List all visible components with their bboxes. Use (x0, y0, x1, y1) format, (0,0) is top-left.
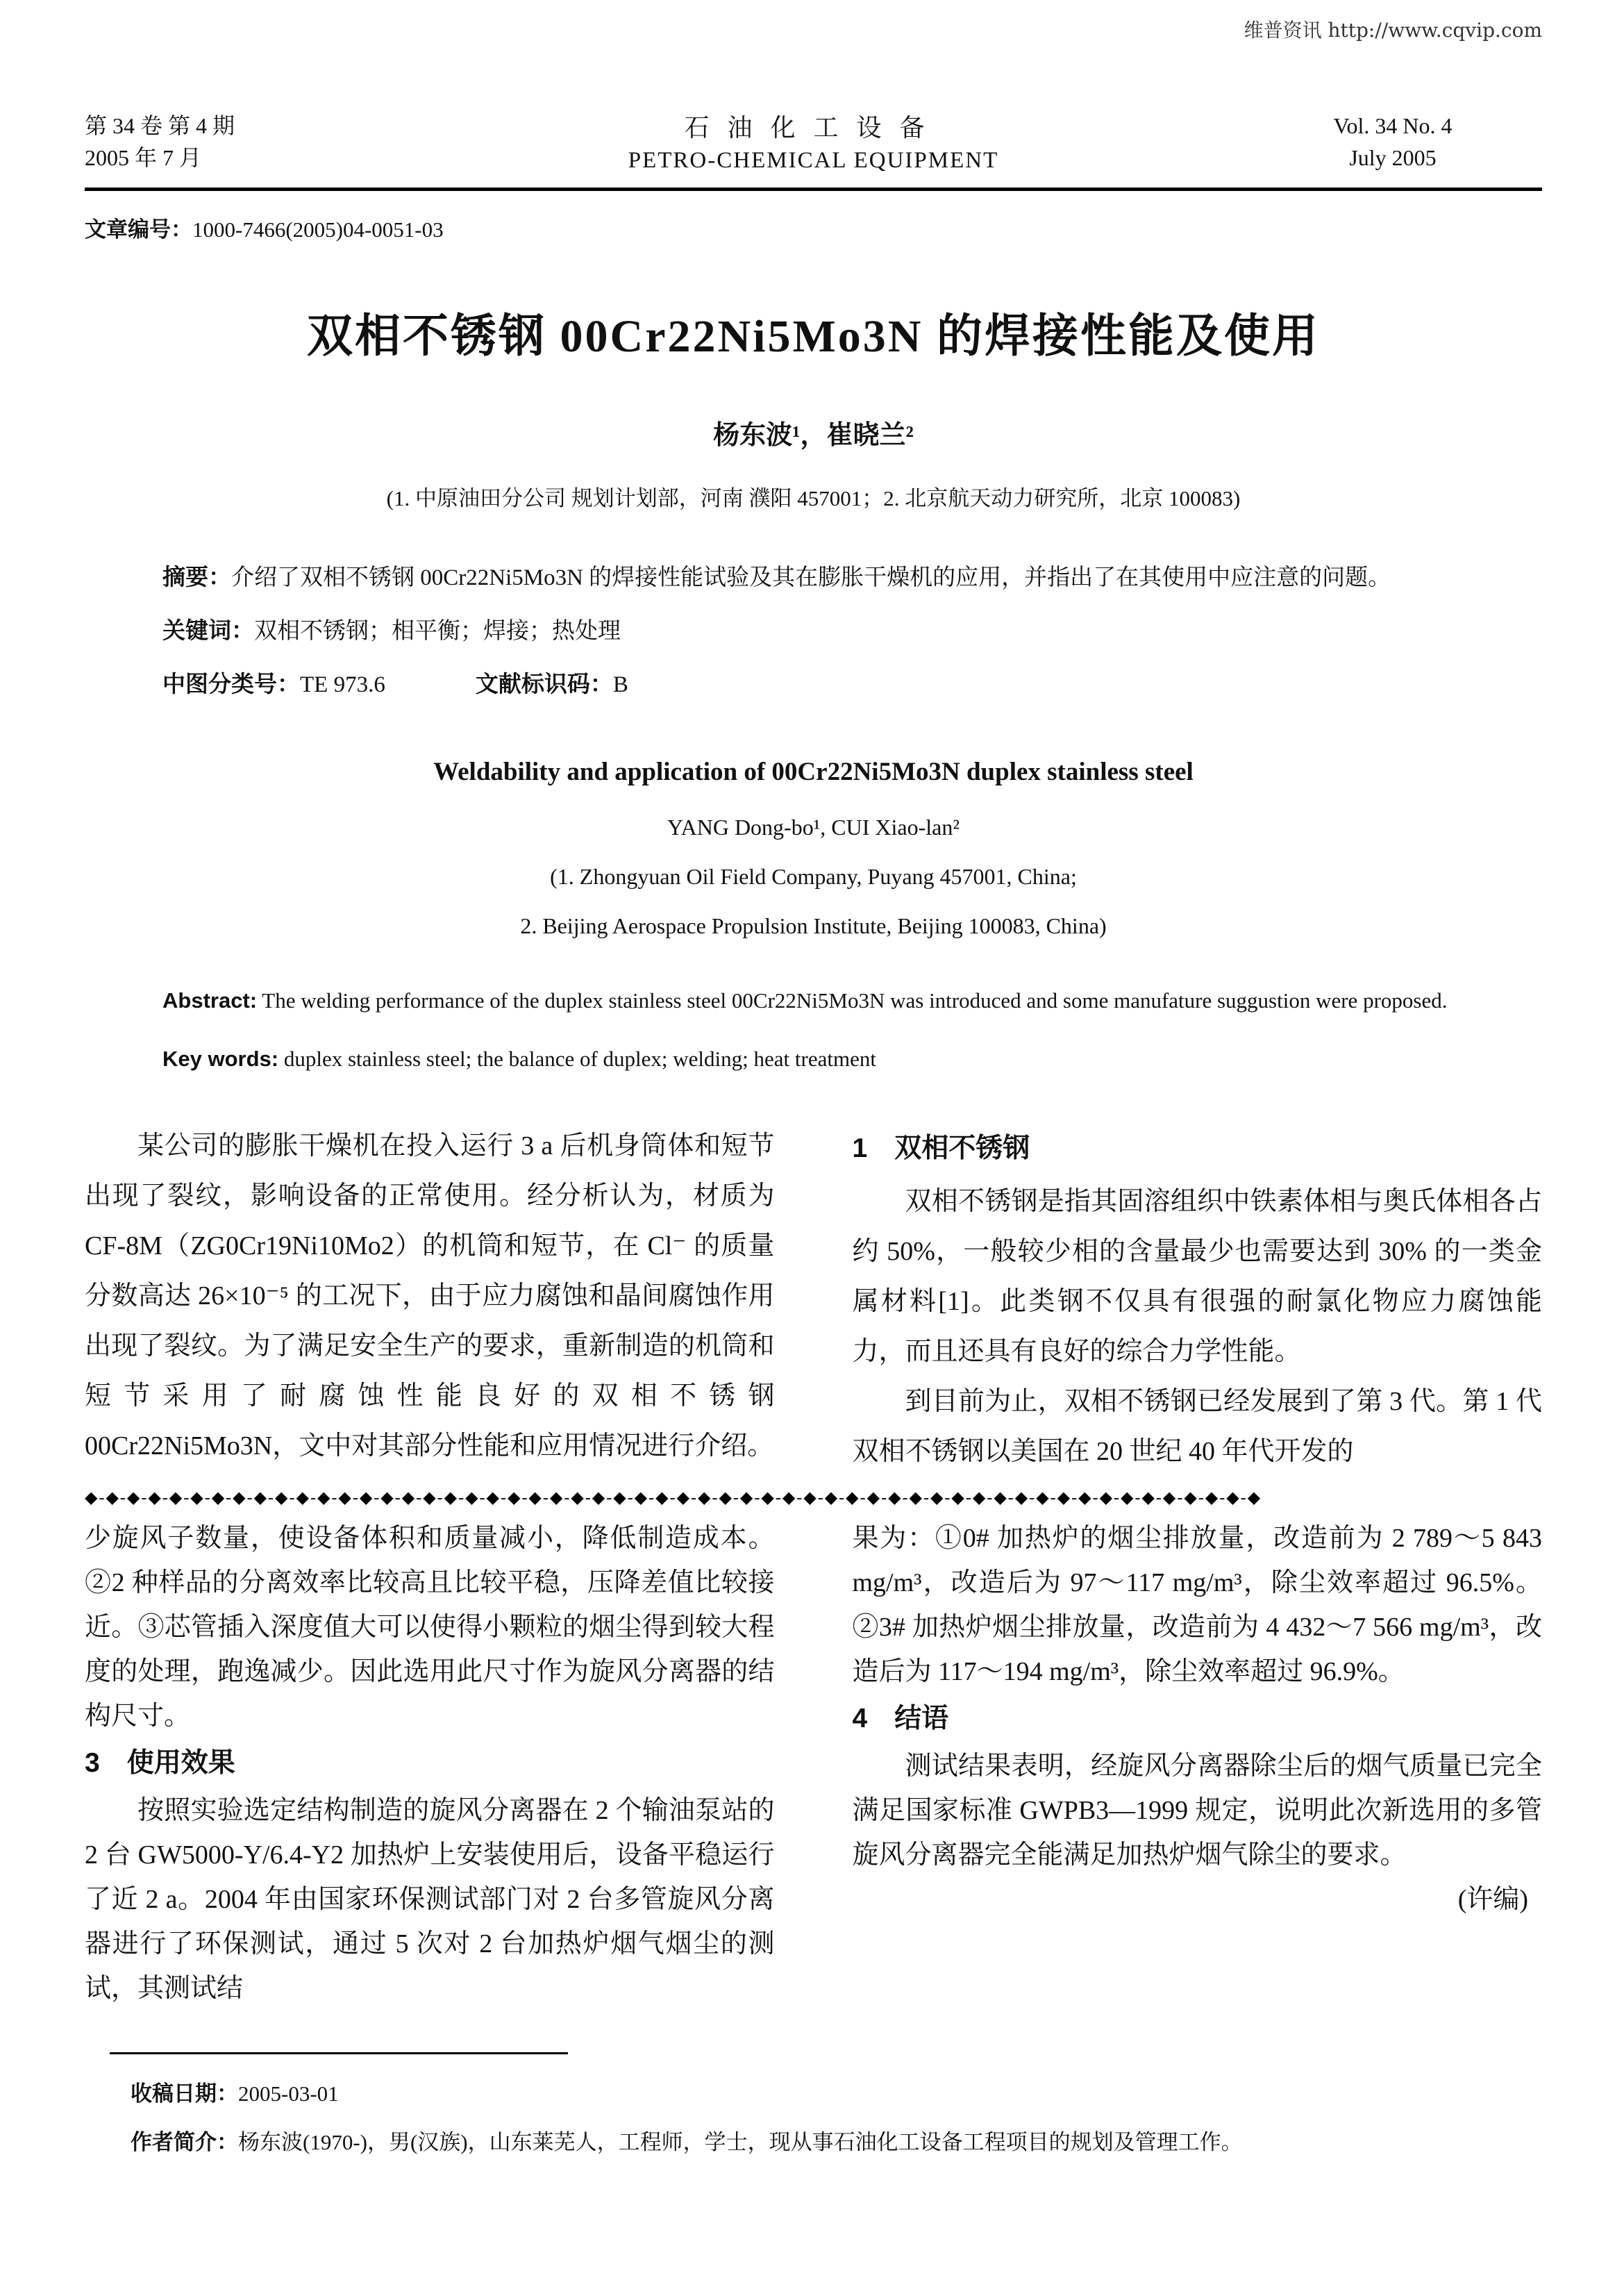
conclusion-paragraph: 测试结果表明，经旋风分离器除尘后的烟气质量已完全满足国家标准 GWPB3—1999 规定，说明此次新选用的多管旋风分离器完全能满足加热炉烟气除尘的要求。 (852, 1752, 1542, 1870)
author-bio-label: 作者简介： (131, 2130, 238, 2154)
author-bio-line (131, 2118, 1542, 2167)
article-id-value: 1000-7466(2005)04-0051-03 (192, 217, 444, 242)
header-divider-rule (85, 188, 1542, 191)
clc-label: 中图分类号： (162, 671, 300, 697)
authors-cn: 杨东波¹，崔晓兰² (713, 421, 914, 450)
abstract-cn-line (162, 551, 1464, 604)
journal-header (85, 108, 1542, 174)
clc-line (162, 658, 1464, 711)
keywords-cn-line (162, 604, 1464, 658)
abstract-en-line (162, 975, 1464, 1026)
article-id-line (85, 212, 1542, 243)
editor-note: (许编) (1457, 1885, 1528, 1914)
doc-code-value: B (612, 672, 628, 697)
left-column-bottom (85, 1516, 775, 2011)
affiliation-en-line2: 2. Beijing Aerospace Propulsion Institute, Beijing 100083, China) (520, 913, 1107, 938)
body-columns-top (85, 1121, 1542, 1476)
left-column-top (85, 1121, 775, 1476)
author-bio-text: 杨东波(1970-)，男(汉族)，山东莱芜人，工程师，学士，现从事石油化工设备工程项目的规划及管理工作。 (238, 2130, 1243, 2154)
intro-paragraph: 某公司的膨胀干燥机在投入运行 3 a 后机身筒体和短节出现了裂纹，影响设备的正常使用。经分析认为，材质为 CF-8M（ZG0Cr19Ni10Mo2）的机筒和短节，在 Cl⁻ 的质量分数高达 26×10⁻⁵ 的工况下，由于应力腐蚀和晶间腐蚀作用出现了裂纹。为了满足安全生产的要求，重新制造的机筒和短节采用了耐腐蚀性能良好的双相不锈钢 00Cr22Ni5Mo3N，文中对其部分性能和应用情况进行介绍。 (85, 1131, 775, 1461)
affiliation-cn: (1. 中原油田分公司 规划计划部，河南 濮阳 457001；2. 北京航天动力研究所，北京 100083) (386, 486, 1241, 510)
footnote-rule (110, 2052, 568, 2054)
body-columns-bottom (85, 1516, 1542, 2011)
section-1-paragraph-1: 双相不锈钢是指其固溶组织中铁素体相与奥氏体相各占约 50%，一般较少相的含量最少也需要达到 30% 的一类金属材料[1]。此类钢不仅具有很强的耐氯化物应力腐蚀能力，而且还具有良好的综合力学性能。 (852, 1187, 1542, 1366)
footnote-block (85, 2052, 1542, 2167)
journal-title-block (383, 108, 1244, 174)
keywords-en-line (162, 1033, 1464, 1085)
abstract-block-en (85, 975, 1542, 1085)
date-line-cn: 2005 年 7 月 (85, 145, 202, 170)
doc-code-label: 文献标识码： (475, 671, 613, 697)
journal-name-cn: 石油化工设备 (684, 114, 943, 142)
abstract-block-cn (85, 551, 1542, 711)
diamond-divider: ◆-◆-◆-◆-◆-◆-◆-◆-◆-◆-◆-◆-◆-◆-◆-◆-◆-◆-◆-◆-◆-◆-◆-◆-◆-◆-◆-◆-◆-◆-◆-◆-◆-◆-◆-◆-◆-◆-◆-◆-◆-◆-◆-◆-◆-◆-◆-◆-◆-◆-◆-◆-◆-◆-◆-◆ (85, 1489, 1262, 1507)
date-line-en: July 2005 (1349, 145, 1437, 170)
volume-line-en: Vol. 34 No. 4 (1333, 113, 1453, 138)
continuation-paragraph: 少旋风子数量，使设备体积和质量减小，降低制造成本。②2 种样品的分离效率比较高且比较平稳，压降差值比较接近。③芯管插入深度值大可以使得小颗粒的烟尘得到较大程度的处理，跑逸减少。因此选用此尺寸作为旋风分离器的结构尺寸。 (85, 1524, 775, 1731)
abstract-text-en: The welding performance of the duplex stainless steel 00Cr22Ni5Mo3N was introduced and some manufature suggustion were proposed. (262, 988, 1448, 1013)
results-paragraph: 果为：①0# 加热炉的烟尘排放量，改造前为 2 789～5 843 mg/m³，改造后为 97～117 mg/m³，除尘效率超过 96.5%。②3# 加热炉烟尘排放量，改造前为 4 432～7 566 mg/m³，改造后为 117～194 mg/m³，除尘效率超过 96.9%。 (852, 1524, 1542, 1686)
received-date-label: 收稿日期： (131, 2081, 238, 2106)
keywords-label-cn: 关键词： (162, 617, 254, 643)
journal-name-en: PETRO-CHEMICAL EQUIPMENT (628, 148, 999, 173)
keywords-label-en: Key words: (162, 1047, 279, 1071)
abstract-text-cn: 介绍了双相不锈钢 00Cr22Ni5Mo3N 的焊接性能试验及其在膨胀干燥机的应用，并指出了在其使用中应注意的问题。 (231, 565, 1391, 590)
title-en: Weldability and application of 00Cr22Ni5Mo3N duplex stainless steel (433, 758, 1194, 786)
section-heading-1: 1 双相不锈钢 (852, 1133, 1030, 1163)
volume-issue-cn (85, 110, 383, 174)
affiliation-en-line1: (1. Zhongyuan Oil Field Company, Puyang 457001, China; (550, 864, 1077, 889)
section-heading-3: 3 使用效果 (85, 1748, 235, 1778)
received-date-line (131, 2070, 1542, 2118)
received-date-value: 2005-03-01 (238, 2081, 339, 2106)
section-3-paragraph: 按照实验选定结构制造的旋风分离器在 2 个输油泵站的 2 台 GW5000-Y/6.4-Y2 加热炉上安装使用后，设备平稳运行了近 2 a。2004 年由国家环保测试部门对 2 台多管旋风分离器进行了环保测试，通过 5 次对 2 台加热炉烟气烟尘的测试，其测试结 (85, 1796, 775, 2003)
clc-value: TE 973.6 (300, 672, 385, 697)
keywords-text-en: duplex stainless steel; the balance of duplex; welding; heat treatment (283, 1047, 876, 1071)
section-1-paragraph-2: 到目前为止，双相不锈钢已经发展到了第 3 代。第 1 代双相不锈钢以美国在 20 世纪 40 年代开发的 (852, 1387, 1542, 1466)
volume-issue-en (1244, 110, 1542, 174)
authors-en: YANG Dong-bo¹, CUI Xiao-lan² (667, 815, 960, 840)
keywords-text-cn: 双相不锈钢；相平衡；焊接；热处理 (254, 619, 621, 644)
right-column-top (853, 1121, 1543, 1476)
section-heading-4: 4 结语 (852, 1704, 949, 1733)
article-id-label: 文章编号： (85, 217, 192, 242)
abstract-label-cn: 摘要： (162, 564, 231, 590)
right-column-bottom (853, 1516, 1543, 2011)
page-title: 双相不锈钢 00Cr22Ni5Mo3N 的焊接性能及使用 (307, 311, 1320, 362)
cqvip-watermark: 维普资讯 http://www.cqvip.com (1244, 19, 1542, 42)
volume-line-cn: 第 34 卷 第 4 期 (85, 113, 235, 138)
abstract-label-en: Abstract: (162, 988, 258, 1013)
